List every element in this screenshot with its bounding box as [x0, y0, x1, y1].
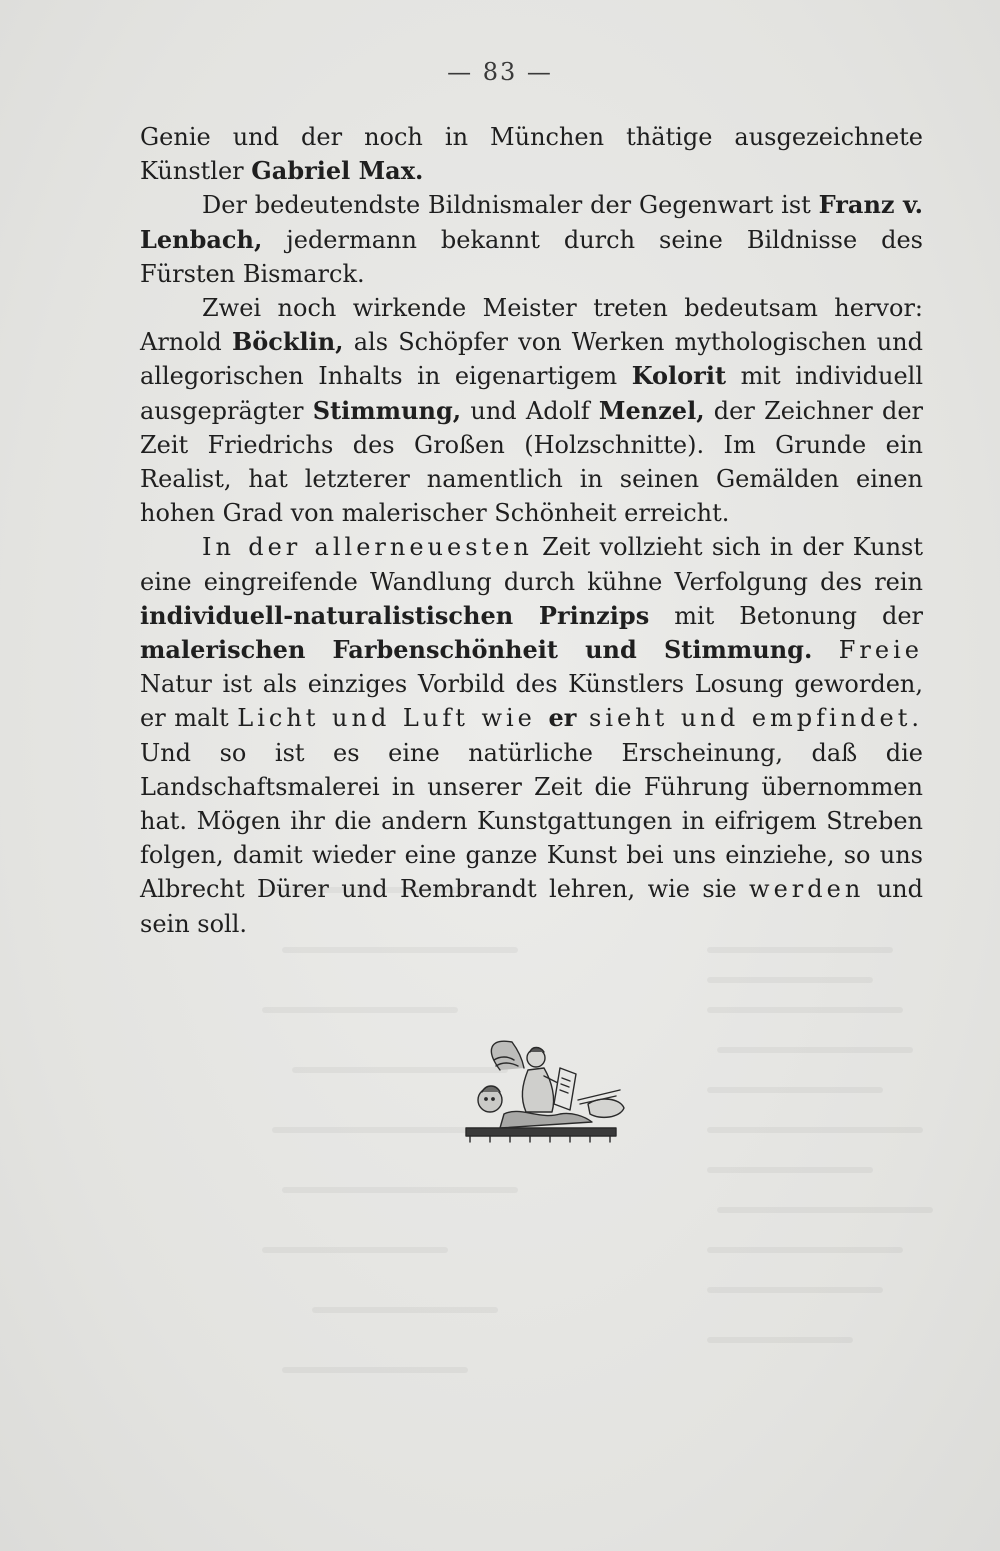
page-number: — 83 —: [447, 58, 553, 86]
spaced-text: werden: [749, 875, 865, 904]
text-run: mit Betonung der: [649, 601, 923, 630]
paragraph-1: [140, 120, 923, 188]
text-run: Natur ist als einziges Vorbild des Künstlers Losung geworden, er malt: [140, 670, 923, 733]
emphasis-prinzips: individuell-naturalistischen Prinzips: [140, 600, 650, 630]
paragraph-3: [140, 291, 923, 530]
body-text: [140, 120, 923, 941]
text-run: als Schöpfer von Werken mythologischen und allegorischen Inhalts in eigenartigem: [140, 328, 923, 391]
text-run: der Zeichner der Zeit Friedrichs des Großen (Holzschnitte). Im Grunde ein Realist, hat letzterer namentlich in seinen Gemälden einen hohen Grad von malerischer Schönheit erreicht.: [140, 396, 923, 528]
text-run: Genie und der noch in München thätige ausgezeichnete Künstler: [140, 123, 923, 186]
emphasis-farbenschoenheit: malerischen Farbenschönheit und Stimmung.: [140, 635, 813, 665]
text-run: jedermann bekannt durch seine Bildnisse des Fürsten Bismarck.: [140, 225, 923, 288]
spaced-text: Licht und Luft wie: [237, 704, 549, 733]
artist-name-menzel: Menzel,: [598, 395, 705, 425]
text-run: und Adolf: [461, 396, 599, 425]
text-run: [812, 636, 838, 664]
spaced-text: Freie: [838, 636, 923, 665]
paragraph-4: [140, 530, 923, 940]
show-through-lines-right: [700, 940, 960, 1360]
artist-name-boecklin: Böcklin,: [231, 327, 344, 357]
text-run: Zwei noch wirkende Meister treten bedeutsam hervor: Arnold: [140, 294, 923, 357]
emphasis-er: er: [548, 703, 577, 733]
text-run: mit individuell ausgeprägter: [140, 362, 923, 425]
artist-name-lenbach: Franz v. Lenbach,: [140, 190, 924, 254]
text-run: und sein soll.: [140, 875, 923, 938]
text-run: Und so ist es eine natürliche Erscheinung, daß die Landschaftsmalerei in unserer Zeit die Führung übernommen hat. Mögen ihr die andern Kunstgattungen in eifrigem Streben folgen, damit wieder eine ganze Kunst bei uns einziehe, so uns Albrecht Dürer und Rembrandt lehren, wie sie: [140, 738, 923, 904]
cherub-vignette-icon: [460, 1030, 630, 1148]
text-run: Der bedeutendste Bildnismaler der Gegenwart ist: [202, 191, 819, 220]
spaced-text: sieht und empfindet.: [576, 704, 924, 733]
artist-name-max: Gabriel Max.: [251, 156, 424, 186]
text-run: Zeit vollzieht sich in der Kunst eine eingreifende Wandlung durch kühne Verfolgung des rein: [140, 533, 923, 596]
emphasis-stimmung: Stimmung,: [312, 395, 462, 425]
spaced-text: In der allerneuesten: [202, 533, 533, 562]
emphasis-kolorit: Kolorit: [631, 361, 727, 391]
paragraph-2: [140, 188, 923, 291]
